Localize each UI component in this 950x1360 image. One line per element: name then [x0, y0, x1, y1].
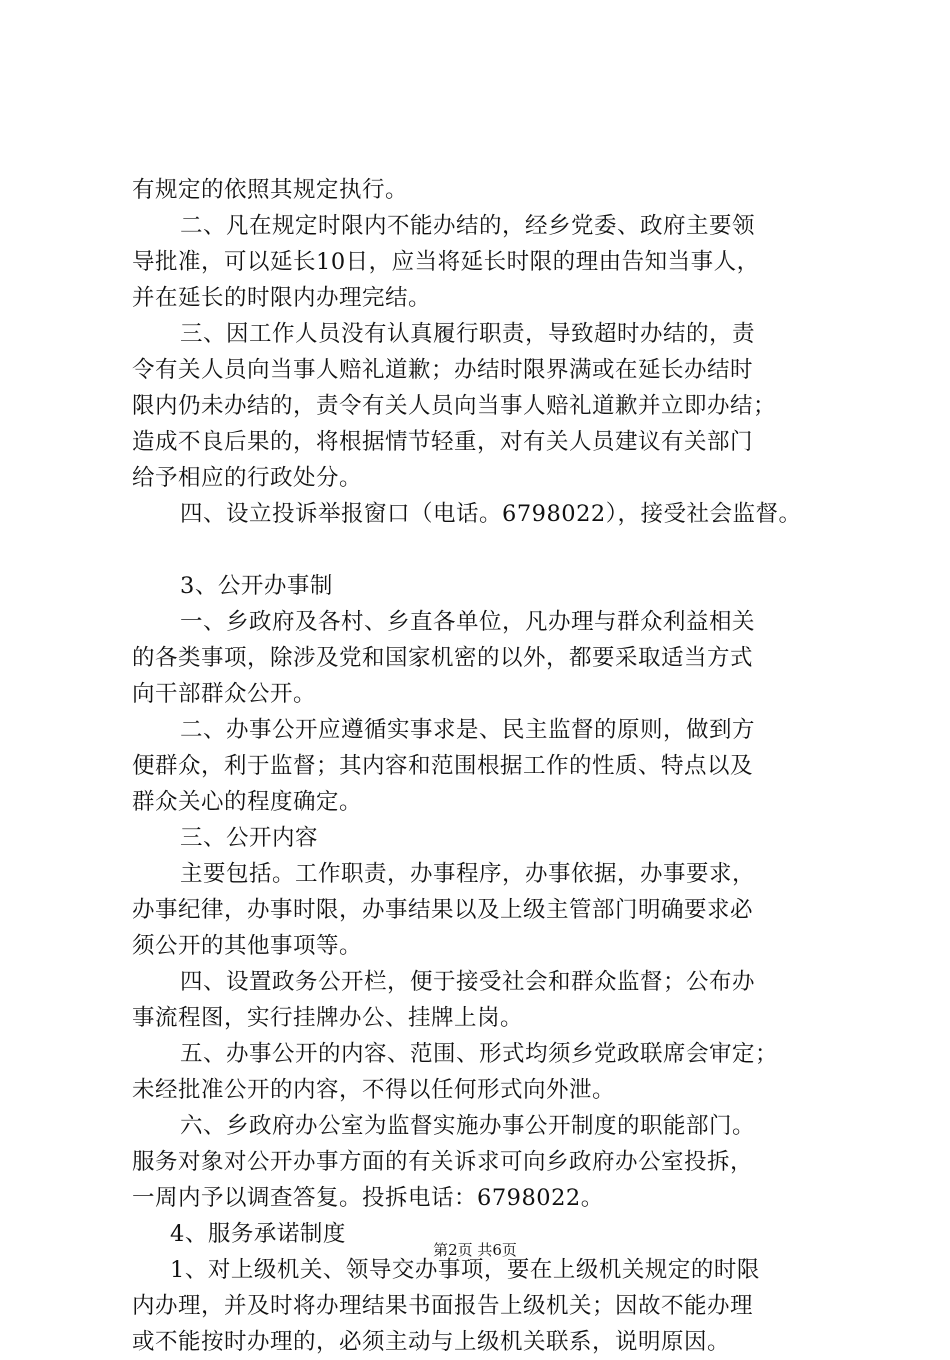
text-line: 办事纪律，办事时限，办事结果以及上级主管部门明确要求必: [132, 897, 754, 923]
page-footer: 第2页 共6页: [433, 1241, 517, 1259]
text-line: 的各类事项，除涉及党和国家机密的以外，都要采取适当方式: [132, 645, 754, 671]
text-line: 造成不良后果的，将根据情节轻重，对有关人员建议有关部门: [132, 429, 754, 455]
text-line: 五、办事公开的内容、范围、形式均须乡党政联席会审定；: [180, 1041, 779, 1067]
text-line: 三、公开内容: [180, 825, 319, 851]
document-body: [132, 172, 852, 1360]
text-line: 有规定的依照其规定执行。: [132, 177, 409, 203]
text-line: 限内仍未办结的，责令有关人员向当事人赔礼道歉并立即办结；: [132, 393, 777, 419]
text-line: 二、凡在规定时限内不能办结的，经乡党委、政府主要领: [180, 213, 756, 239]
text-line: 一、乡政府及各村、乡直各单位，凡办理与群众利益相关: [180, 609, 756, 635]
text-line: 向干部群众公开。: [132, 681, 317, 707]
section-heading: 4、服务承诺制度: [170, 1221, 346, 1247]
text-line: 四、设立投诉举报窗口（电话。6798022），接受社会监督。: [180, 501, 802, 527]
text-line: 未经批准公开的内容，不得以任何形式向外泄。: [132, 1077, 616, 1103]
text-line: 或不能按时办理的，必须主动与上级机关联系，说明原因。: [132, 1329, 731, 1355]
text-line: 二、办事公开应遵循实事求是、民主监督的原则，做到方: [180, 717, 756, 743]
text-line: 事流程图，实行挂牌办公、挂牌上岗。: [132, 1005, 524, 1031]
text-line: 1、对上级机关、领导交办事项，要在上级机关规定的时限: [170, 1257, 760, 1283]
text-line: 四、设置政务公开栏，便于接受社会和群众监督；公布办: [180, 969, 756, 995]
text-line: 并在延长的时限内办理完结。: [132, 285, 432, 311]
text-line: 内办理，并及时将办理结果书面报告上级机关；因故不能办理: [132, 1293, 754, 1319]
text-line: 主要包括。工作职责，办事程序，办事依据，办事要求，: [180, 861, 756, 887]
text-line: 一周内予以调查答复。投拆电话：6798022。: [132, 1185, 604, 1211]
text-line: 服务对象对公开办事方面的有关诉求可向乡政府办公室投拆，: [132, 1149, 754, 1175]
text-line: 须公开的其他事项等。: [132, 933, 363, 959]
text-line: 三、因工作人员没有认真履行职责，导致超时办结的，责: [180, 321, 756, 347]
text-line: 给予相应的行政处分。: [132, 465, 363, 491]
text-line: 六、乡政府办公室为监督实施办事公开制度的职能部门。: [180, 1113, 756, 1139]
section-heading: 3、公开办事制: [180, 573, 333, 599]
paragraph-gap: [132, 532, 852, 568]
text-line: 导批准，可以延长10日，应当将延长时限的理由告知当事人，: [132, 249, 760, 275]
text-line: 令有关人员向当事人赔礼道歉；办结时限界满或在延长办结时: [132, 357, 754, 383]
text-line: 群众关心的程度确定。: [132, 789, 363, 815]
text-line: 便群众，利于监督；其内容和范围根据工作的性质、特点以及: [132, 753, 754, 779]
